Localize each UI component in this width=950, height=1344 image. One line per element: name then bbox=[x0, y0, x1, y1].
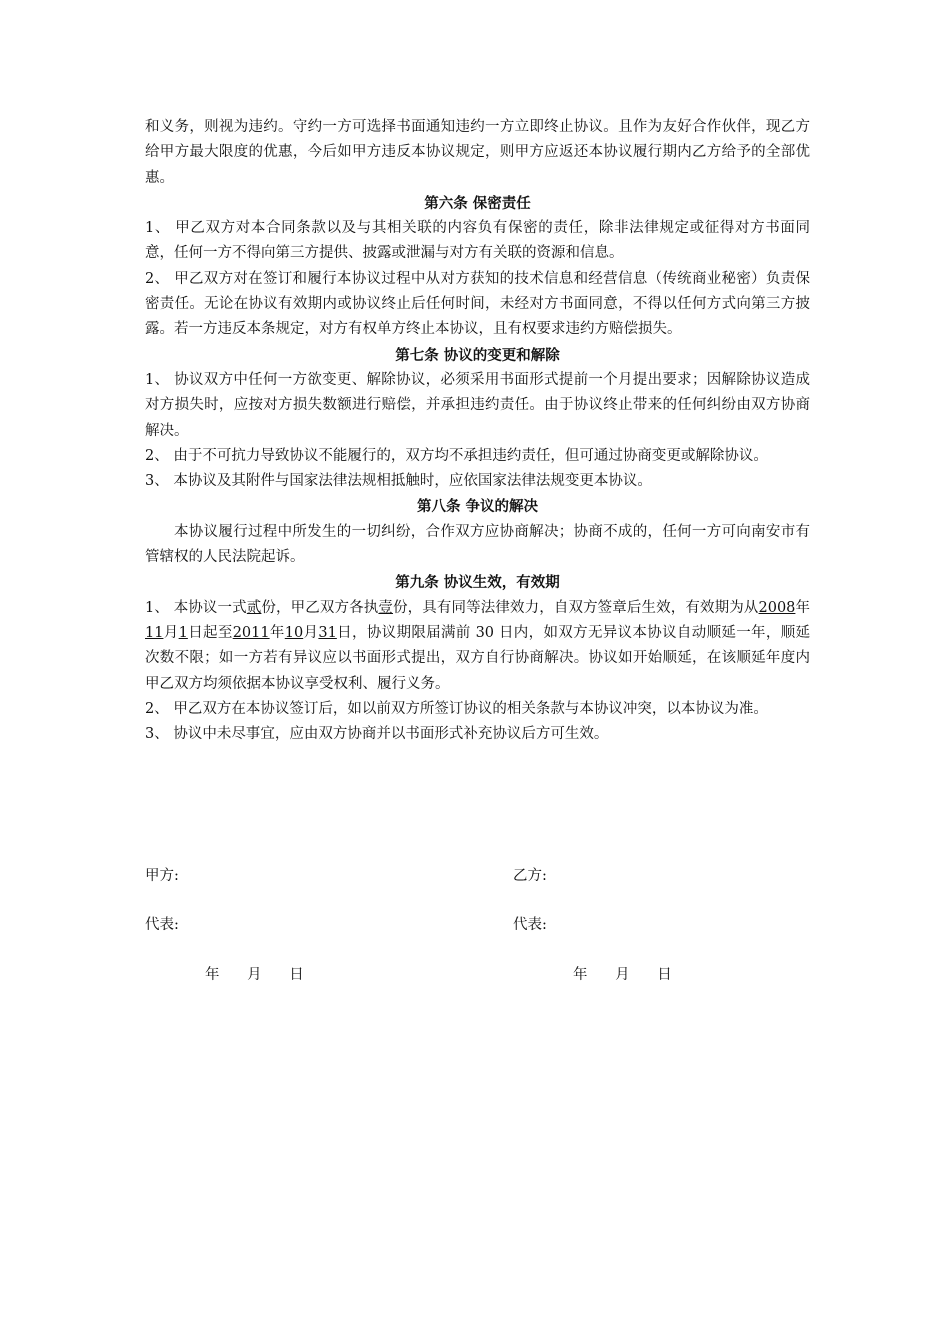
representative-a-label: 代表: bbox=[145, 917, 179, 933]
start-day: 1 bbox=[178, 624, 188, 641]
clause-text: 1、 本协议一式 bbox=[145, 599, 247, 616]
party-b-date: 年 月 日 bbox=[573, 967, 672, 983]
article-7-clause-1: 1、 协议双方中任何一方欲变更、解除协议，必须采用书面形式提前一个月提出要求；因解除协议造成对方损失时，应按对方损失数额进行赔偿，并承担违约责任。由于协议终止带来的任何纠纷由双方协商解决。 bbox=[145, 371, 810, 439]
article-7-clause-2: 2、 由于不可抗力导致协议不能履行的，双方均不承担违约责任，但可通过协商变更或解除协议。 bbox=[145, 447, 768, 464]
article-6-heading: 第六条 保密责任 bbox=[424, 194, 531, 212]
clause-text: 月 bbox=[163, 624, 179, 641]
article-7-heading: 第七条 协议的变更和解除 bbox=[395, 346, 560, 364]
clause-text: 年 bbox=[269, 624, 285, 641]
clause-text: 月 bbox=[303, 624, 319, 641]
article-9-clause-2: 2、 甲乙双方在本协议签订后，如以前双方所签订协议的相关条款与本协议冲突，以本协议为准。 bbox=[145, 700, 768, 717]
clause-text: 日，协议期限届满前 30 日内，如双方无异议本协议自动顺延一年，顺延次数不限；如一方若有异议应以书面形式提出，双方自行协商解决。协议如开始顺延，在该顺延年度内甲乙双方均须依据本协议享受权利、履行义务。 bbox=[145, 624, 811, 692]
clause-text: 份，具有同等法律效力，自双方签章后生效，有效期为从 bbox=[393, 599, 759, 616]
copies-each: 壹 bbox=[378, 599, 394, 616]
intro-paragraph: 和义务，则视为违约。守约一方可选择书面通知违约一方立即终止协议。且作为友好合作伙伴，现乙方给甲方最大限度的优惠，今后如甲方违反本协议规定，则甲方应返还本协议履行期内乙方给予的全部优惠。 bbox=[145, 119, 810, 186]
article-9-clause-3: 3、 协议中未尽事宜，应由双方协商并以书面形式补充协议后方可生效。 bbox=[145, 726, 609, 743]
party-a-date: 年 月 日 bbox=[205, 967, 304, 983]
end-day: 31 bbox=[318, 624, 337, 641]
copies-total: 贰 bbox=[246, 599, 262, 616]
start-year: 2008 bbox=[758, 599, 796, 616]
clause-text: 份，甲乙双方各执 bbox=[261, 599, 379, 616]
article-6-clause-1: 1、 甲乙双方对本合同条款以及与其相关联的内容负有保密的责任，除非法律规定或征得对方书面同意，任何一方不得向第三方提供、披露或泄漏与对方有关联的资源和信息。 bbox=[145, 220, 810, 262]
end-month: 10 bbox=[284, 624, 304, 641]
representative-b-label: 代表: bbox=[513, 917, 547, 933]
start-month: 11 bbox=[145, 624, 164, 641]
contract-body bbox=[145, 115, 810, 747]
party-b-label: 乙方: bbox=[513, 868, 547, 884]
article-8-paragraph: 本协议履行过程中所发生的一切纠纷，合作双方应协商解决；协商不成的，任何一方可向南安市有管辖权的人民法院起诉。 bbox=[145, 523, 810, 566]
article-7-clause-3: 3、 本协议及其附件与国家法律法规相抵触时，应依国家法律法规变更本协议。 bbox=[145, 473, 652, 490]
end-year: 2011 bbox=[232, 624, 270, 641]
article-9-heading: 第九条 协议生效，有效期 bbox=[395, 574, 560, 592]
article-9-clause-1 bbox=[145, 596, 810, 697]
article-6-clause-2: 2、 甲乙双方对在签订和履行本协议过程中从对方获知的技术信息和经营信息（传统商业秘密）负责保密责任。无论在协议有效期内或协议终止后任何时间，未经对方书面同意，不得以任何方式向第三方披露。若一方违反本条规定，对方有权单方终止本协议，且有权要求违约方赔偿损失。 bbox=[145, 270, 810, 338]
clause-text: 日起至 bbox=[187, 624, 233, 641]
article-8-heading: 第八条 争议的解决 bbox=[416, 498, 539, 516]
clause-text: 年 bbox=[795, 599, 811, 616]
party-a-label: 甲方: bbox=[145, 868, 179, 884]
